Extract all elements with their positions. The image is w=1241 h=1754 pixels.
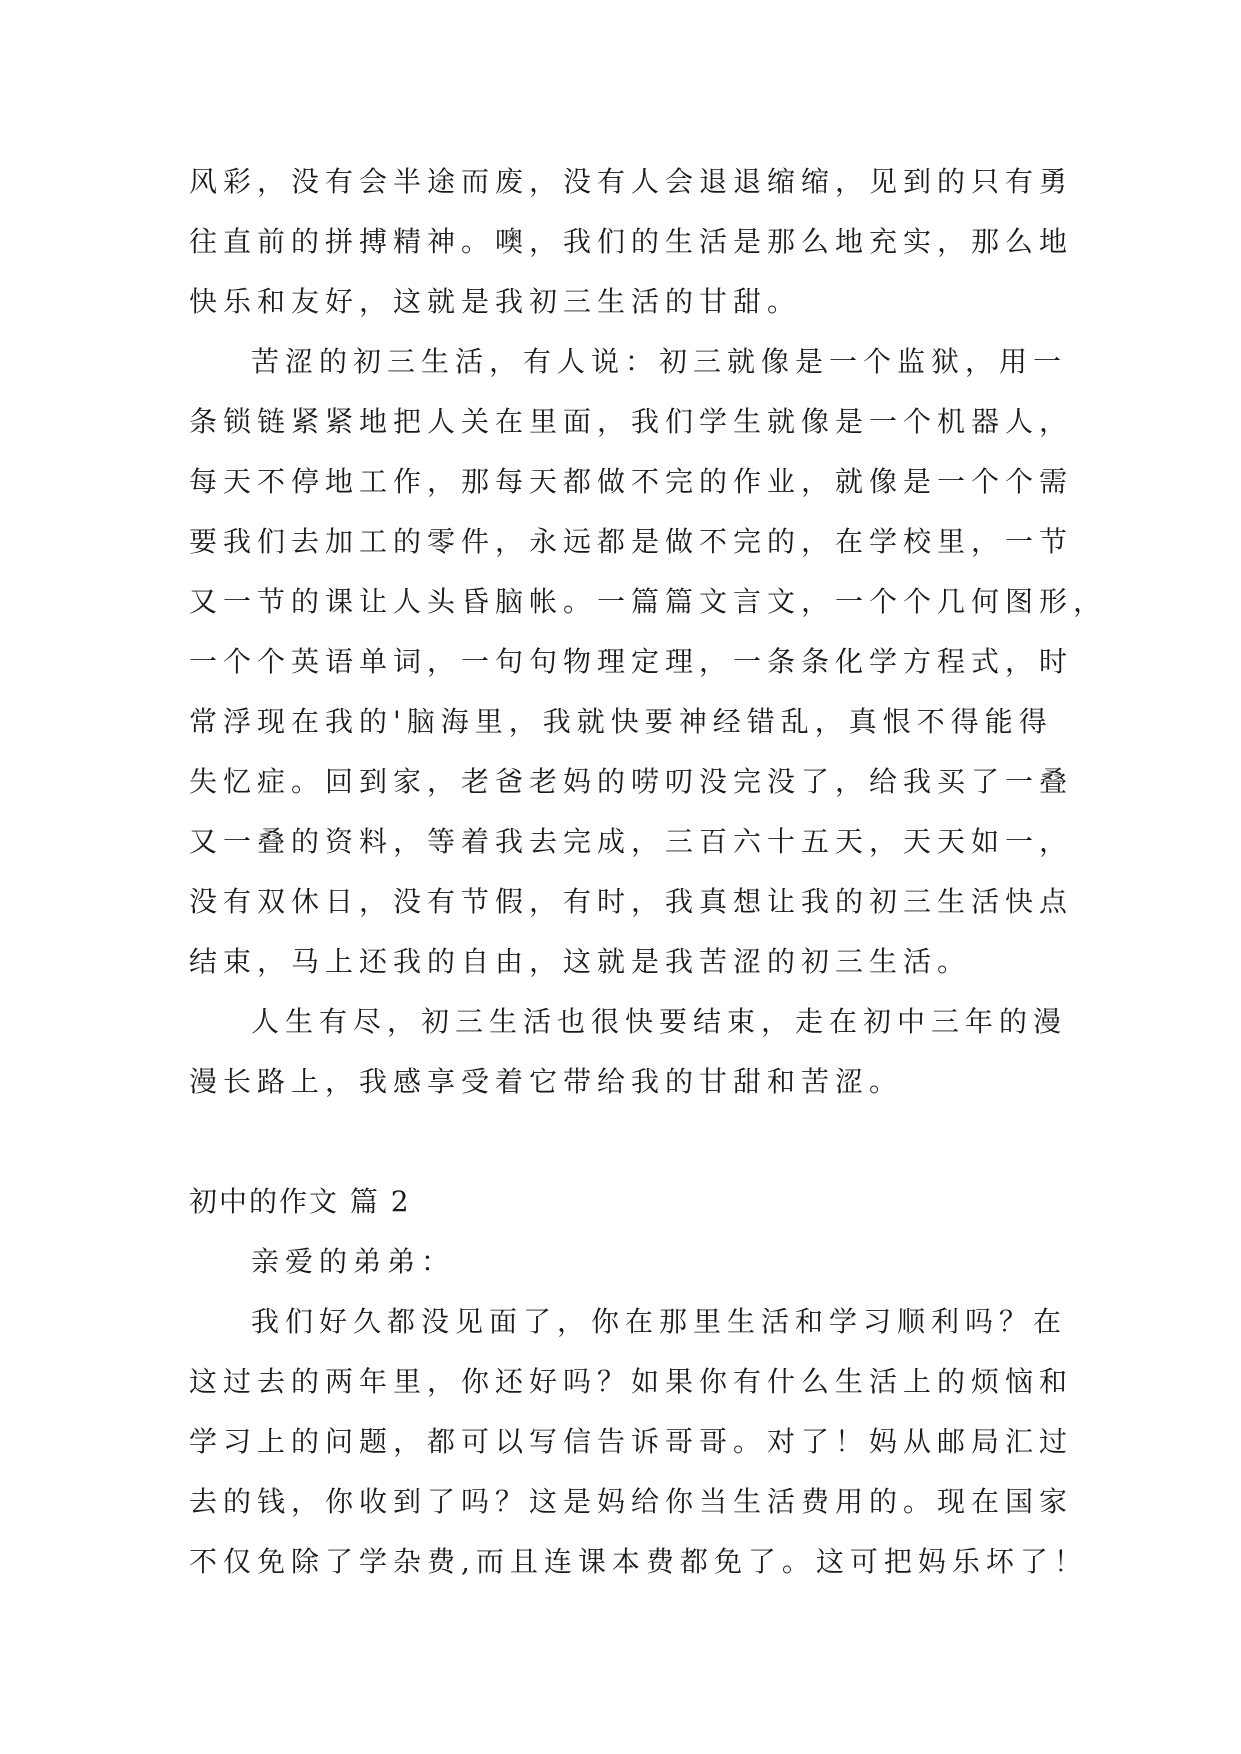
section-gap [189, 1112, 1049, 1172]
letter-salutation: 亲爱的弟弟： [251, 1245, 456, 1278]
text-line: 结束，马上还我的自由，这就是我苦涩的初三生活。 [189, 945, 972, 978]
essay-title: 初中的作文 篇 2 [189, 1185, 411, 1218]
text-line: 每天不停地工作，那每天都做不完的作业，就像是一个个需 [189, 465, 1074, 498]
text-line: 学习上的问题，都可以写信告诉哥哥。对了！妈从邮局汇过 [189, 1425, 1074, 1458]
text-line: 人生有尽，初三生活也很快要结束，走在初中三年的漫 [251, 1005, 1068, 1038]
text-line: 往直前的拼搏精神。噢，我们的生活是那么地充实，那么地 [189, 225, 1074, 258]
text-line: 条锁链紧紧地把人关在里面，我们学生就像是一个机器人， [189, 405, 1074, 438]
text-line: 不仅免除了学杂费,而且连课本费都免了。这可把妈乐坏了！ [189, 1545, 1088, 1578]
text-line: 失忆症。回到家，老爸老妈的唠叨没完没了，给我买了一叠 [189, 765, 1074, 798]
text-line: 没有双休日，没有节假，有时，我真想让我的初三生活快点 [189, 885, 1074, 918]
text-line: 一个个英语单词，一句句物理定理，一条条化学方程式，时 [189, 645, 1074, 678]
letter [189, 1232, 1088, 1592]
text-line: 风彩，没有会半途而废，没有人会退退缩缩，见到的只有勇 [189, 165, 1074, 198]
text-line: 漫长路上，我感享受着它带给我的甘甜和苦涩。 [189, 1065, 904, 1098]
text-line: 我们好久都没见面了，你在那里生活和学习顺利吗？在 [251, 1305, 1068, 1338]
text-line: 要我们去加工的零件，永远都是做不完的，在学校里，一节 [189, 525, 1074, 558]
text-line: 常浮现在我的'脑海里，我就快要神经错乱，真恨不得能得 [189, 705, 1053, 738]
text-line: 快乐和友好，这就是我初三生活的甘甜。 [189, 285, 802, 318]
text-line: 又一节的课让人头昏脑帐。一篇篇文言文，一个个几何图形， [189, 585, 1108, 618]
text-line: 又一叠的资料，等着我去完成，三百六十五天，天天如一， [189, 825, 1074, 858]
paragraph-bitter-life [189, 332, 1108, 992]
document-body [189, 152, 1108, 1592]
text-line: 苦涩的初三生活，有人说：初三就像是一个监狱，用一 [251, 345, 1068, 378]
paragraph-sweet-life-end [189, 152, 1074, 332]
paragraph-conclusion [189, 992, 1068, 1112]
text-line: 这过去的两年里，你还好吗？如果你有什么生活上的烦恼和 [189, 1365, 1074, 1398]
text-line: 去的钱，你收到了吗？这是妈给你当生活费用的。现在国家 [189, 1485, 1074, 1518]
